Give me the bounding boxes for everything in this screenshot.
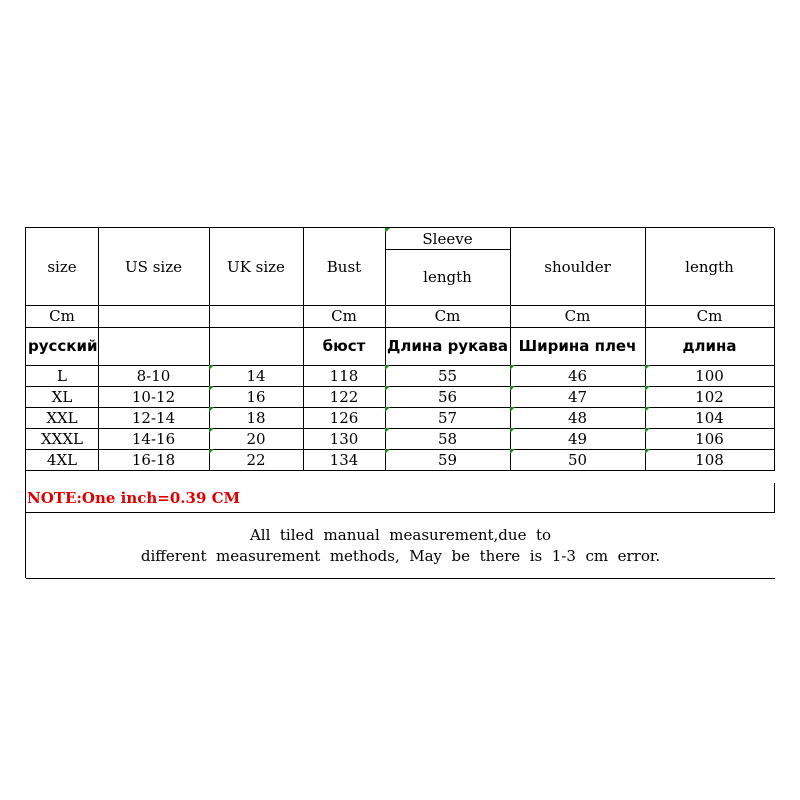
- cell-marker-icon: [385, 449, 390, 454]
- row-4-us-size: 14-16: [98, 428, 210, 450]
- row-2-length: 102: [645, 386, 775, 408]
- disclaimer-line-1: All tiled manual measurement,due to: [249, 525, 552, 544]
- ru-shoulder: Ширина плеч: [510, 327, 646, 366]
- row-2-size: XL: [26, 386, 99, 408]
- row-5-uk-size: 22: [209, 449, 304, 471]
- unit-shoulder: Cm: [510, 305, 646, 328]
- header-size: size: [26, 228, 99, 306]
- header-us-size: US size: [98, 228, 210, 306]
- ru-length: длина: [645, 327, 775, 366]
- cell-marker-icon: [209, 449, 214, 454]
- header-shoulder: shoulder: [510, 228, 646, 306]
- row-3-size: XXL: [26, 407, 99, 429]
- row-3-shoulder: 48: [510, 407, 646, 429]
- row-1-shoulder: 46: [510, 365, 646, 387]
- row-1-length: 100: [645, 365, 775, 387]
- header-bust: Bust: [303, 228, 386, 306]
- row-1-us-size: 8-10: [98, 365, 210, 387]
- ru-bust: бюст: [303, 327, 386, 366]
- conversion-note: NOTE:One inch=0.39 CM: [26, 483, 775, 513]
- row-4-sleeve: 58: [385, 428, 511, 450]
- ru-us-size-empty: [98, 327, 210, 366]
- unit-us-size-empty: [98, 305, 210, 328]
- cell-marker-icon: [510, 449, 515, 454]
- row-3-sleeve: 57: [385, 407, 511, 429]
- row-2-sleeve: 56: [385, 386, 511, 408]
- cell-marker-icon: [385, 365, 390, 370]
- header-sleeve-top: Sleeve: [385, 228, 511, 250]
- ru-size: русский: [26, 327, 99, 366]
- row-4-shoulder: 49: [510, 428, 646, 450]
- unit-bust: Cm: [303, 305, 386, 328]
- cell-marker-icon: [510, 386, 515, 391]
- cell-marker-icon: [385, 407, 390, 412]
- row-5-length: 108: [645, 449, 775, 471]
- cell-marker-icon: [209, 386, 214, 391]
- row-4-length: 106: [645, 428, 775, 450]
- row-3-bust: 126: [303, 407, 386, 429]
- row-2-us-size: 10-12: [98, 386, 210, 408]
- row-5-us-size: 16-18: [98, 449, 210, 471]
- row-4-bust: 130: [303, 428, 386, 450]
- row-1-uk-size: 14: [209, 365, 304, 387]
- row-3-length: 104: [645, 407, 775, 429]
- header-sleeve-bottom: length: [385, 249, 511, 306]
- size-chart-table: [25, 227, 774, 578]
- row-1-size: L: [26, 365, 99, 387]
- row-1-bust: 118: [303, 365, 386, 387]
- row-2-bust: 122: [303, 386, 386, 408]
- row-2-shoulder: 47: [510, 386, 646, 408]
- cell-marker-icon: [645, 428, 650, 433]
- disclaimer-line-2: different measurement methods, May be there is 1-3 cm error.: [140, 546, 661, 565]
- cell-marker-icon: [385, 228, 390, 233]
- unit-size: Cm: [26, 305, 99, 328]
- unit-length: Cm: [645, 305, 775, 328]
- cell-marker-icon: [510, 365, 515, 370]
- cell-marker-icon: [209, 407, 214, 412]
- row-5-size: 4XL: [26, 449, 99, 471]
- cell-marker-icon: [645, 386, 650, 391]
- cell-marker-icon: [209, 365, 214, 370]
- row-3-us-size: 12-14: [98, 407, 210, 429]
- header-length: length: [645, 228, 775, 306]
- row-5-bust: 134: [303, 449, 386, 471]
- cell-marker-icon: [645, 407, 650, 412]
- row-4-uk-size: 20: [209, 428, 304, 450]
- row-5-sleeve: 59: [385, 449, 511, 471]
- row-1-sleeve: 55: [385, 365, 511, 387]
- cell-marker-icon: [510, 428, 515, 433]
- row-5-shoulder: 50: [510, 449, 646, 471]
- unit-sleeve: Cm: [385, 305, 511, 328]
- unit-uk-size-empty: [209, 305, 304, 328]
- ru-sleeve: Длина рукава: [385, 327, 511, 366]
- cell-marker-icon: [645, 365, 650, 370]
- measurement-disclaimer: [26, 513, 775, 579]
- row-3-uk-size: 18: [209, 407, 304, 429]
- cell-marker-icon: [209, 428, 214, 433]
- row-4-size: XXXL: [26, 428, 99, 450]
- cell-marker-icon: [510, 407, 515, 412]
- cell-marker-icon: [385, 386, 390, 391]
- row-2-uk-size: 16: [209, 386, 304, 408]
- cell-marker-icon: [645, 449, 650, 454]
- cell-marker-icon: [385, 428, 390, 433]
- ru-uk-size-empty: [209, 327, 304, 366]
- header-uk-size: UK size: [209, 228, 304, 306]
